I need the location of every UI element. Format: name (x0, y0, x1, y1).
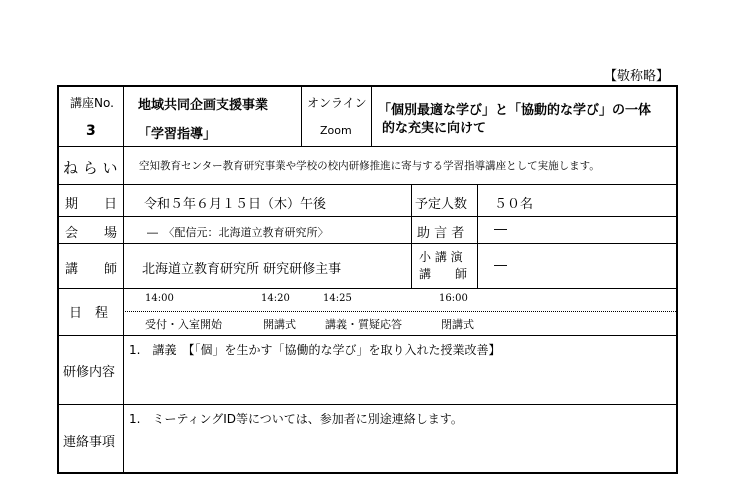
delivery-mode: オンライン (307, 96, 367, 110)
small-lecture-lecturer-label: 講 師 (419, 267, 468, 281)
table-border-top (57, 85, 678, 87)
table-border-right (676, 85, 678, 474)
delivery-platform: Zoom (320, 124, 352, 137)
date-value: 令和５年６月１５日（木）午後 (144, 197, 327, 212)
label-column-divider (123, 85, 124, 474)
schedule-event: 開講式 (263, 318, 296, 331)
header-divider-program (301, 85, 302, 146)
aim-label: ね ら い (63, 159, 118, 177)
row-divider (57, 335, 678, 336)
schedule-event: 講義・質疑応答 (325, 318, 402, 331)
capacity-value: ５０名 (494, 197, 534, 212)
row-divider (57, 146, 678, 147)
schedule-time: 14:25 (323, 293, 352, 304)
row-divider (57, 184, 678, 185)
venue-label: 会 場 (65, 226, 118, 241)
course-no-label: 講座No. (70, 96, 114, 110)
subtable-divider-left (411, 184, 412, 288)
advisor-value: ― (494, 222, 507, 237)
contact-text: 1. ミーティングID等については、参加者に別途連絡します。 (129, 412, 463, 426)
row-divider (57, 216, 678, 217)
schedule-time: 14:20 (261, 293, 290, 304)
program-subtitle: 「学習指導」 (138, 127, 217, 142)
course-title-line1: 「個別最適な学び」と「協動的な学び」の一体 (378, 103, 652, 118)
subtable-divider-right (477, 184, 478, 288)
schedule-event: 閉講式 (441, 318, 474, 331)
schedule-time: 16:00 (439, 293, 468, 304)
schedule-dotted-divider (123, 311, 676, 312)
content-label: 研修内容 (63, 365, 116, 380)
advisor-label: 助 言 者 (417, 226, 465, 241)
row-divider (57, 404, 678, 405)
schedule-time: 14:00 (145, 293, 174, 304)
lecturer-label: 講 師 (65, 262, 118, 277)
table-border-left (57, 85, 59, 474)
lecturer-value: 北海道立教育研究所 研究研修主事 (142, 262, 342, 277)
contact-label: 連絡事項 (63, 435, 116, 450)
row-divider (57, 243, 678, 244)
table-border-bottom (57, 472, 678, 474)
content-text: 1. 講義 【「個」を生かす「協働的な学び」を取り入れた授業改善】 (129, 343, 501, 357)
program-name: 地域共同企画支援事業 (138, 98, 269, 113)
header-divider-mode (371, 85, 372, 146)
schedule-label: 日 程 (69, 306, 109, 321)
aim-text: 空知教育センター教育研究事業や学校の校内研修推進に寄与する学習指導講座として実施します。 (139, 160, 600, 172)
small-lecture-label: 小 講 演 (419, 250, 463, 264)
honorific-note: 【敬称略】 (604, 69, 670, 84)
small-lecture-value: ― (494, 258, 507, 273)
capacity-label: 予定人数 (415, 197, 468, 212)
venue-value: ― 〈配信元：北海道立教育研究所〉 (147, 226, 329, 239)
row-divider (57, 288, 678, 289)
schedule-event: 受付・入室開始 (145, 318, 222, 331)
course-title-line2: 的な充実に向けて (382, 121, 487, 136)
date-label: 期 日 (65, 197, 118, 212)
course-no: 3 (86, 123, 96, 139)
